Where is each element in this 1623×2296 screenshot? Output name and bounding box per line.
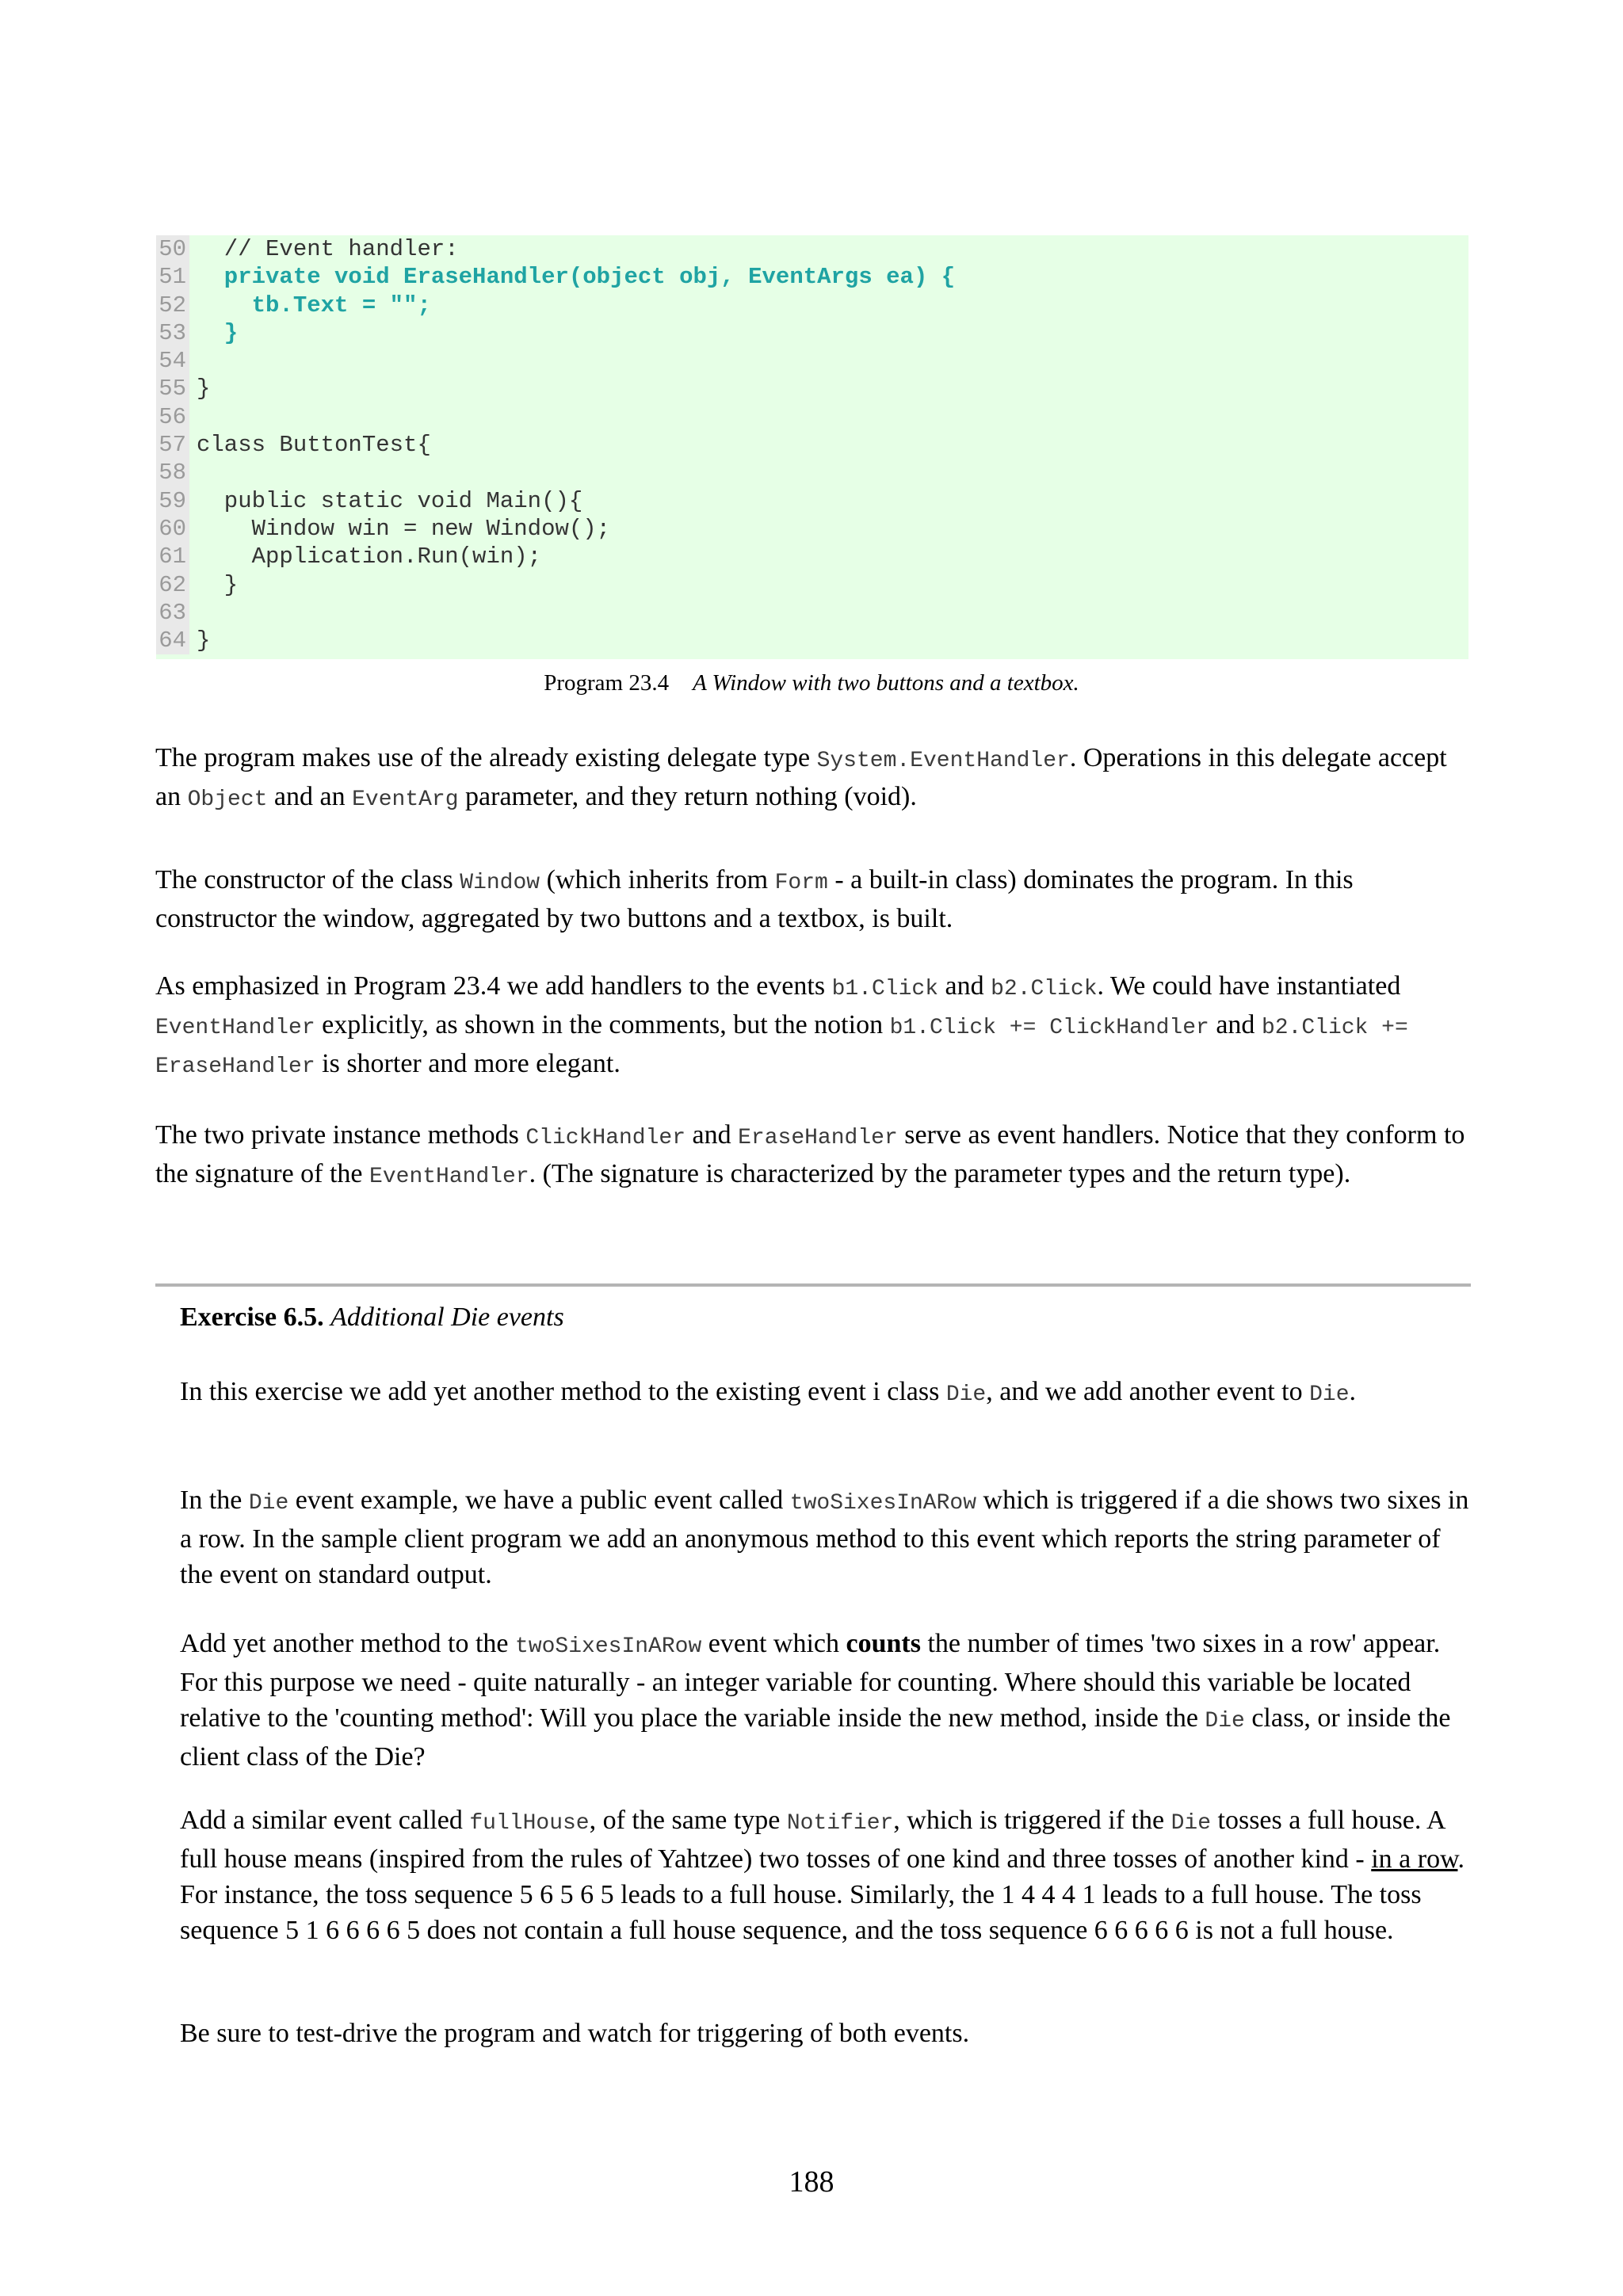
line-number: 63 [156,599,189,627]
code-line [156,319,1468,347]
exercise-paragraph-intro: In this exercise we add yet another method to the existing event i class Die, and we add another event to Die. [180,1377,1357,1407]
code-text: // Event handler: [197,236,459,262]
code-text: } [197,571,239,598]
page-number: 188 [789,2165,834,2199]
line-number: 55 [156,375,189,402]
code-line [156,403,1468,431]
line-number: 52 [156,292,189,319]
code-text: Window win = new Window(); [197,515,611,542]
exercise-paragraph-test-drive: Be sure to test-drive the program and watch for triggering of both events. [180,2019,970,2048]
code-text: public static void Main(){ [197,487,583,514]
line-number: 51 [156,263,189,291]
code-line [156,543,1468,570]
caption-title: A Window with two buttons and a textbox. [693,670,1079,696]
exercise-heading: Exercise 6.5. Additional Die events [180,1302,564,1332]
line-number: 58 [156,459,189,486]
code-text: } [197,376,211,402]
code-line [156,599,1468,627]
paragraph-handlers: As emphasized in Program 23.4 we add handlers to the events b1.Click and b2.Click. We could have instantiated EventHandler explicitly, as shown in the comments, but the notion b1.Click += ClickHandler and b2.Click += EraseHandler is shorter and more elegant. [155,971,1408,1079]
line-number: 54 [156,347,189,375]
line-number: 53 [156,319,189,347]
code-text: } [197,627,211,654]
paragraph-constructor: The constructor of the class Window (which inherits from Form - a built-in class) dominates the program. In this constructor the window, aggregated by two buttons and a textbox, is built. [155,865,1354,933]
code-text: Application.Run(win); [197,543,542,570]
exercise-divider [155,1283,1471,1287]
code-text: private void EraseHandler(object obj, EventArgs ea) { [197,264,956,291]
code-line [156,431,1468,459]
program-caption [0,670,1623,696]
code-listing [156,235,1468,659]
line-number: 50 [156,235,189,263]
line-number: 57 [156,431,189,459]
code-line [156,571,1468,599]
caption-label: Program 23.4 [544,670,670,696]
paragraph-instance-methods: The two private instance methods ClickHandler and EraseHandler serve as event handlers. Notice that they conform to the signature of the EventHandler. (The signature is characterized by the parameter types and the return type). [155,1120,1465,1189]
exercise-paragraph-counting: Add yet another method to the twoSixesInARow event which counts the number of times 'two sixes in a row' appear. For this purpose we need - quite naturally - an integer variable for counting. Where should this variable be located relative to the 'counting method': Will you place the variable inside the new method, inside the Die class, or inside the client class of the Die? [180,1629,1451,1772]
exercise-paragraph-example: In the Die event example, we have a public event called twoSixesInARow which is triggered if a die shows two sixes in a row. In the sample client program we add an anonymous method to this event which reports the string parameter of the event on standard output. [180,1486,1469,1589]
code-line [156,375,1468,402]
code-line [156,627,1468,654]
code-line [156,459,1468,486]
code-text: } [197,319,239,346]
code-line [156,487,1468,515]
code-text: tb.Text = ""; [197,292,431,318]
code-line [156,235,1468,263]
line-number: 64 [156,627,189,654]
code-line [156,263,1468,291]
code-line [156,347,1468,375]
line-number: 62 [156,571,189,599]
code-line [156,292,1468,319]
code-text: class ButtonTest{ [197,432,431,459]
code-line [156,515,1468,543]
line-number: 59 [156,487,189,515]
line-number: 56 [156,403,189,431]
line-number: 60 [156,515,189,543]
exercise-paragraph-full-house: Add a similar event called fullHouse, of the same type Notifier, which is triggered if the Die tosses a full house. A full house means (inspired from the rules of Yahtzee) two tosses of one kind and three tosses of another kind - in a row. For instance, the toss sequence 5 6 5 6 5 leads to a full house. Similarly, the 1 4 4 4 1 leads to a full house. The toss sequence 5 1 6 6 6 6 5 does not contain a full house sequence, and the toss sequence 6 6 6 6 6 is not a full house. [180,1806,1465,1945]
line-number: 61 [156,543,189,570]
paragraph-delegate-type: The program makes use of the already existing delegate type System.EventHandler. Operations in this delegate accept an Object and an EventArg parameter, and they return nothing (void). [155,743,1447,812]
